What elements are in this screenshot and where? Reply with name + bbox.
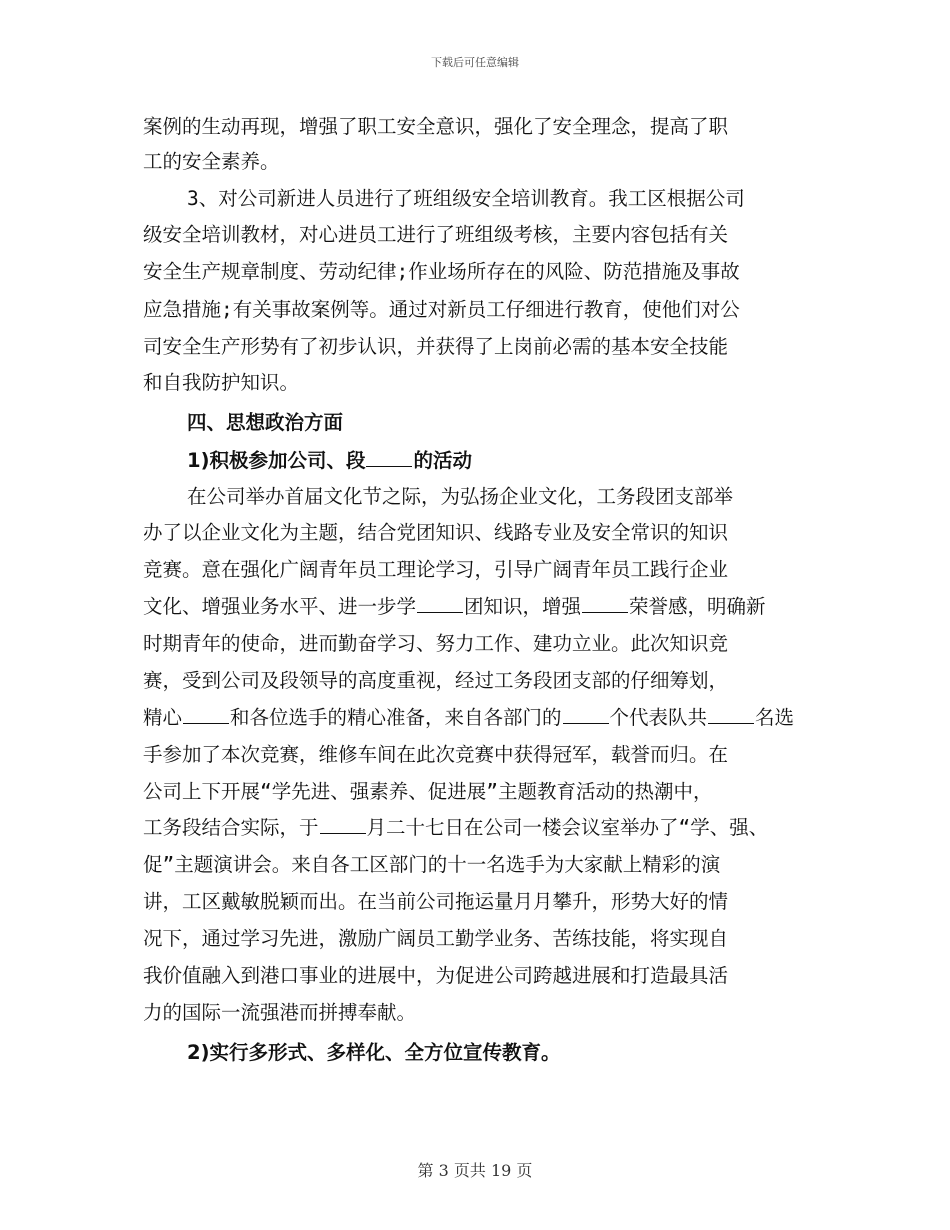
text-line: 公司上下开展“学先进、强素养、促进展”主题教育活动的热潮中， bbox=[143, 780, 713, 803]
page-footer: 第 3 页共 19 页 bbox=[417, 1161, 533, 1180]
text-line: 和自我防护知识。 bbox=[143, 371, 300, 394]
text-line: 况下，通过学习先进，激励广阔员工勤学业务、苦练技能，将实现自 bbox=[143, 927, 729, 950]
text-line: 3、对公司新进人员进行了班组级安全培训教育。我工区根据公司 bbox=[187, 187, 745, 210]
blank-underline bbox=[582, 594, 628, 613]
text-line: 级安全培训教材，对心进员工进行了班组级考核，主要内容包括有关 bbox=[143, 223, 729, 246]
text-line: 工的安全素养。 bbox=[143, 150, 280, 173]
blank-underline bbox=[183, 705, 229, 724]
text-line: 时期青年的使命，进而勤奋学习、努力工作、建功立业。此次知识竞 bbox=[143, 632, 729, 655]
text-line: 文化、增强业务水平、进一步学 团知识，增强 荣誉感，明确新 bbox=[143, 595, 766, 618]
text-line: 我价值融入到港口事业的进展中，为促进公司跨越进展和打造最具活 bbox=[143, 964, 729, 987]
blank-underline bbox=[417, 594, 463, 613]
blank-underline bbox=[563, 705, 609, 724]
text-line: 工务段结合实际，于 月二十七日在公司一楼会议室举办了“学、强、 bbox=[143, 816, 769, 839]
text-line: 力的国际一流强港而拼搏奉献。 bbox=[143, 1001, 417, 1024]
text-line: 安全生产规章制度、劳动纪律;作业场所存在的风险、防范措施及事故 bbox=[143, 260, 740, 283]
text-line: 应急措施;有关事故案例等。通过对新员工仔细进行教育，使他们对公 bbox=[143, 298, 740, 321]
page-header: 下载后可任意编辑 bbox=[431, 56, 519, 69]
text-line: 在公司举办首届文化节之际，为弘扬企业文化，工务段团支部举 bbox=[187, 485, 734, 508]
blank-underline bbox=[320, 815, 366, 834]
text-line: 办了以企业文化为主题，结合党团知识、线路专业及安全常识的知识 bbox=[143, 521, 729, 544]
text-line: 手参加了本次竞赛，维修车间在此次竞赛中获得冠军，载誉而归。在 bbox=[143, 743, 729, 766]
blank-underline bbox=[366, 448, 412, 467]
blank-underline bbox=[708, 705, 754, 724]
text-line: 促”主题演讲会。来自各工区部门的十一名选手为大家献上精彩的演 bbox=[143, 853, 721, 876]
subsection-heading: 1)积极参加公司、段 的活动 bbox=[187, 449, 472, 472]
text-line: 讲，工区戴敏脱颖而出。在当前公司拖运量月月攀升，形势大好的情 bbox=[143, 890, 729, 913]
text-line: 赛，受到公司及段领导的高度重视，经过工务段团支部的仔细筹划， bbox=[143, 669, 729, 692]
text-line: 竞赛。意在强化广阔青年员工理论学习，引导广阔青年员工践行企业 bbox=[143, 558, 729, 581]
text-line: 案例的生动再现，增强了职工安全意识，强化了安全理念，提高了职 bbox=[143, 115, 729, 138]
section-heading: 四、思想政治方面 bbox=[187, 411, 344, 434]
subsection-heading: 2)实行多形式、多样化、全方位宣传教育。 bbox=[187, 1041, 561, 1064]
text-line: 精心 和各位选手的精心准备，来自各部门的 个代表队共 名选 bbox=[143, 706, 795, 729]
text-line: 司安全生产形势有了初步认识，并获得了上岗前必需的基本安全技能 bbox=[143, 335, 729, 358]
